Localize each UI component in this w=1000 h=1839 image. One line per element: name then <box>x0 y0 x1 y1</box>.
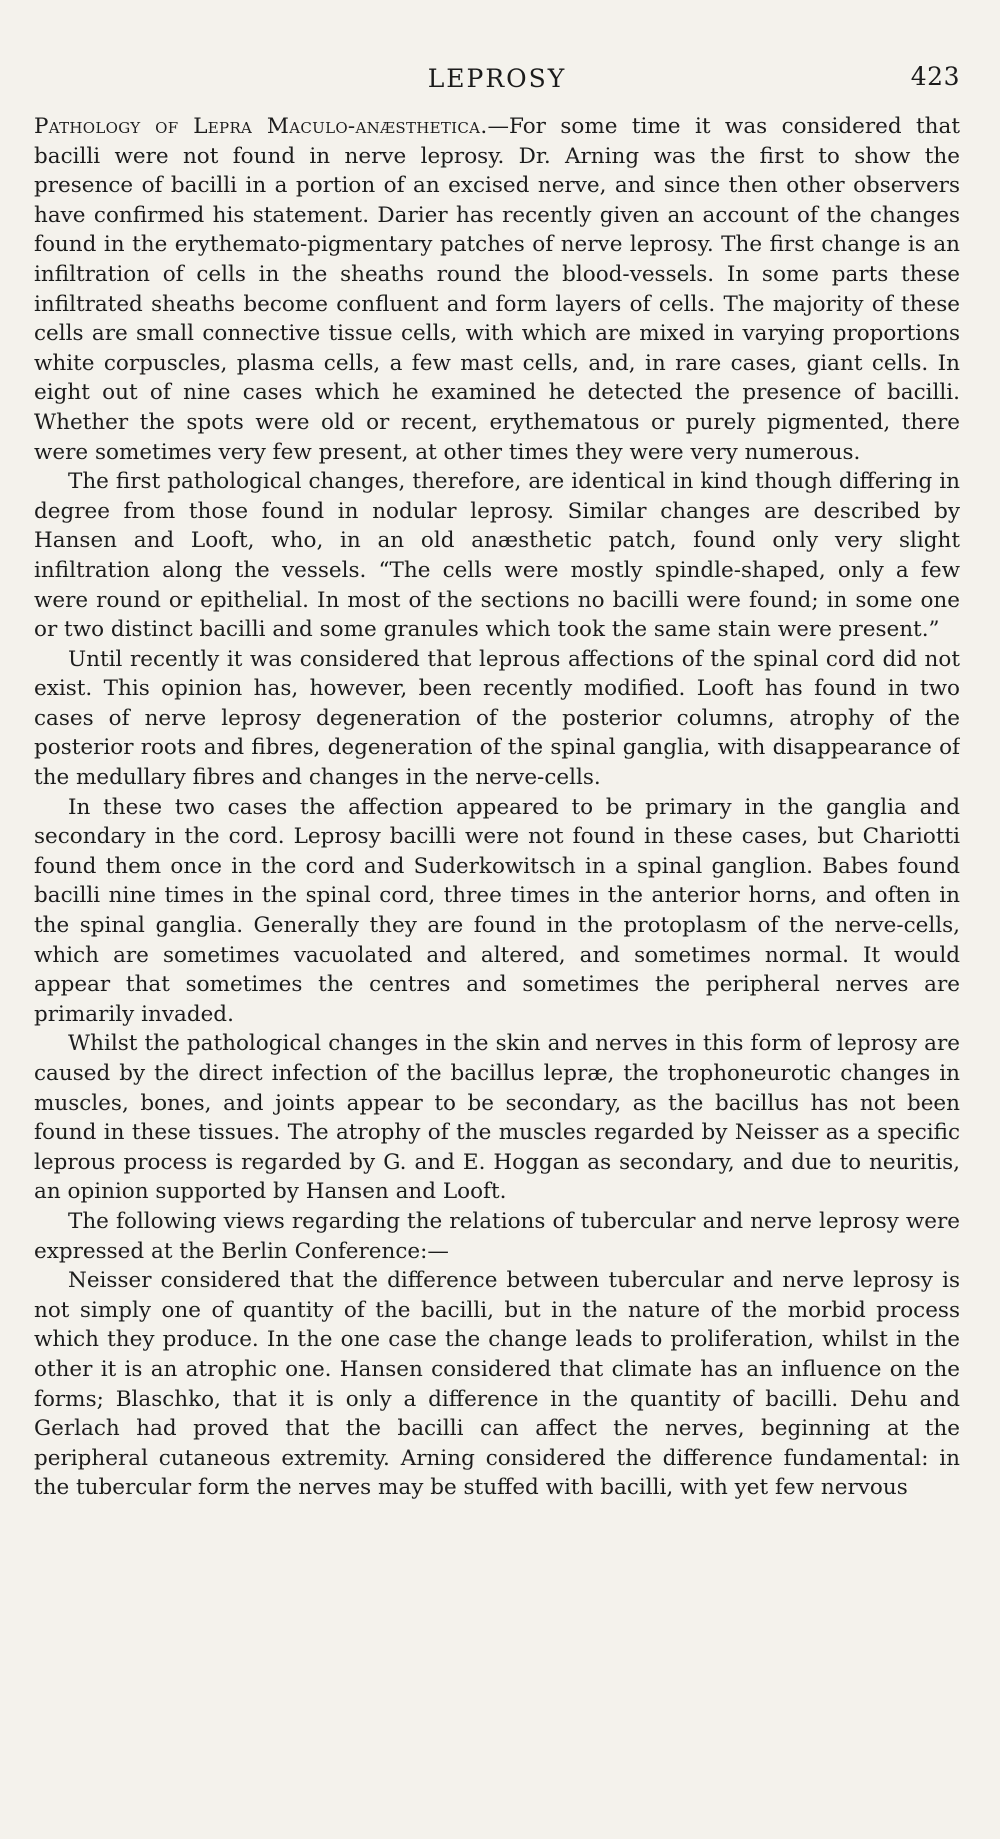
paragraph-7: Neisser considered that the difference between tubercular and nerve leprosy is not simply one of quantity of the bacilli, but in the nature of the morbid process which they produce. In the one case the change leads to proliferation, whilst in the other it is an atrophic one. Hansen considered that climate has an influence on the forms; Blaschko, that it is only a difference in the quantity of bacilli. Dehu and Gerlach had proved that the bacilli can affect the nerves, beginning at the peripheral cutaneous extremity. Arning considered the difference fundamental: in the tubercular form the nerves may be stuffed with bacilli, with yet few nervous <box>34 1268 960 1501</box>
paragraph-6: The following views regarding the relations of tubercular and nerve leprosy were expressed at the Berlin Conference:— <box>34 1208 960 1264</box>
paragraph-4: In these two cases the affection appeared to be primary in the ganglia and secondary in the cord. Leprosy bacilli were not found in these cases, but Chariotti found them once in the cord and Suderkowitsch in a spinal ganglion. Babes found bacilli nine times in the spinal cord, three times in the anterior horns, and often in the spinal ganglia. Generally they are found in the protoplasm of the nerve-cells, which are sometimes vacuolated and altered, and sometimes normal. It would appear that sometimes the centres and sometimes the peripheral nerves are primarily invaded. <box>34 794 960 1027</box>
page-number: 423 <box>910 62 960 91</box>
paragraph-1-text: —For some time it was considered that bacilli were not found in nerve leprosy. Dr. Arning was the first to show the presence of bacilli in a portion of an excised nerve, and since then other observers have confirmed his statement. Darier has recently given an account of the changes found in the erythemato-pigmentary patches of nerve leprosy. The first change is an infiltration of cells in the sheaths round the blood-vessels. In some parts these infiltrated sheaths become confluent and form layers of cells. The majority of these cells are small connective tissue cells, with which are mixed in varying proportions white corpuscles, plasma cells, a few mast cells, and, in rare cases, giant cells. In eight out of nine cases which he examined he detected the presence of bacilli. Whether the spots were old or recent, erythematous or purely pigmented, there were sometimes very few present, at other times they were very numerous. <box>34 114 960 465</box>
body-text <box>34 112 960 1503</box>
paragraph-1 <box>34 112 960 467</box>
section-heading: Pathology of Lepra Maculo-anæsthetica. <box>34 114 488 139</box>
running-title: LEPROSY <box>427 64 567 93</box>
paragraph-3: Until recently it was considered that leprous affections of the spinal cord did not exist. This opinion has, however, been recently modified. Looft has found in two cases of nerve leprosy degeneration of the posterior columns, atrophy of the posterior roots and fibres, degeneration of the spinal ganglia, with disappearance of the medullary fibres and changes in the nerve-cells. <box>34 646 960 791</box>
book-page <box>34 60 960 1820</box>
paragraph-2: The first pathological changes, therefore, are identical in kind though differing in degree from those found in nodular leprosy. Similar changes are described by Hansen and Looft, who, in an old anæsthetic patch, found only very slight infiltration along the vessels. “The cells were mostly spindle-shaped, only a few were round or epithelial. In most of the sections no bacilli were found; in some one or two distinct bacilli and some granules which took the same stain were present.” <box>34 469 960 643</box>
paragraph-5: Whilst the pathological changes in the skin and nerves in this form of leprosy are caused by the direct infection of the bacillus lepræ, the trophoneurotic changes in muscles, bones, and joints appear to be secondary, as the bacillus has not been found in these tissues. The atrophy of the muscles regarded by Neisser as a specific leprous process is regarded by G. and E. Hoggan as secondary, and due to neuritis, an opinion supported by Hansen and Looft. <box>34 1031 960 1205</box>
running-head <box>34 60 960 112</box>
